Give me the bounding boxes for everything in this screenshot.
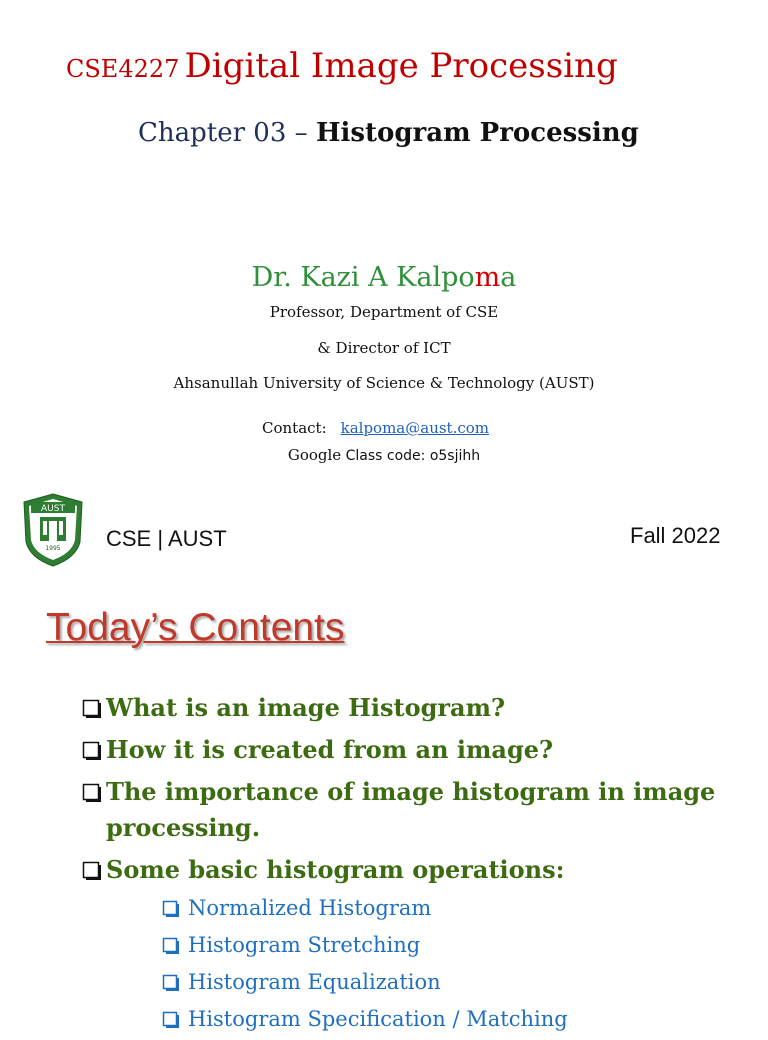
author-role: & Director of ICT <box>317 339 451 357</box>
author-name-end: a <box>500 262 517 293</box>
logo-text: AUST <box>41 504 65 514</box>
chapter-topic: Histogram Processing <box>315 118 639 148</box>
sublist-item <box>162 966 752 998</box>
list-item <box>82 690 752 726</box>
contents-slide <box>0 582 768 1031</box>
course-code: CSE4227 <box>66 55 180 83</box>
email-link[interactable]: kalpoma@aust.com <box>340 419 490 437</box>
class-code-text: Class code: o5sjihh <box>341 448 481 464</box>
sublist-item <box>162 929 752 961</box>
checkbox-bullet-icon <box>162 974 180 992</box>
course-name: Digital Image Processing <box>184 46 618 86</box>
list-item-text: How it is created from an image? <box>106 735 554 764</box>
author-position: Professor, Department of CSE <box>269 303 499 321</box>
list-item-text: What is an image Histogram? <box>106 693 506 722</box>
sublist-item-text: Normalized Histogram <box>188 896 432 920</box>
list-item-text: Some basic histogram operations: <box>106 855 565 884</box>
logo-year: 1995 <box>45 545 61 552</box>
checkbox-bullet-icon <box>82 861 102 881</box>
list-item <box>82 852 752 888</box>
sublist-item <box>162 892 752 924</box>
sublist-item <box>162 1003 752 1035</box>
author-name <box>0 262 768 293</box>
checkbox-bullet-icon <box>162 937 180 955</box>
sublist-item-text: Histogram Equalization <box>188 970 441 994</box>
class-code-prefix: Google <box>287 446 342 464</box>
class-code-line <box>0 446 768 464</box>
course-title <box>66 46 618 86</box>
sublist <box>162 892 752 1035</box>
contact-line <box>262 419 489 437</box>
checkbox-bullet-icon <box>162 900 180 918</box>
checkbox-bullet-icon <box>82 741 102 761</box>
aust-logo-icon <box>22 492 84 568</box>
footer-department: CSE | AUST <box>106 526 227 551</box>
author-name-start: Dr. Kazi A Kalpo <box>251 262 475 293</box>
chapter-title <box>138 118 639 148</box>
list-item-text: The importance of image histogram in image processing. <box>106 777 716 842</box>
contents-list <box>82 690 752 1040</box>
list-item <box>82 732 752 768</box>
list-item <box>82 774 752 846</box>
university-name: Ahsanullah University of Science & Technology (AUST) <box>173 374 595 392</box>
checkbox-bullet-icon <box>162 1011 180 1029</box>
sublist-item-text: Histogram Stretching <box>188 933 421 957</box>
author-name-highlight: m <box>474 262 501 293</box>
chapter-prefix: Chapter 03 – <box>138 118 316 148</box>
contents-title: Today’s Contents <box>46 606 345 649</box>
sublist-item-text: Histogram Specification / Matching <box>188 1007 568 1031</box>
contact-label: Contact: <box>262 419 327 437</box>
footer-semester: Fall 2022 <box>630 523 721 548</box>
checkbox-bullet-icon <box>82 783 102 803</box>
checkbox-bullet-icon <box>82 699 102 719</box>
